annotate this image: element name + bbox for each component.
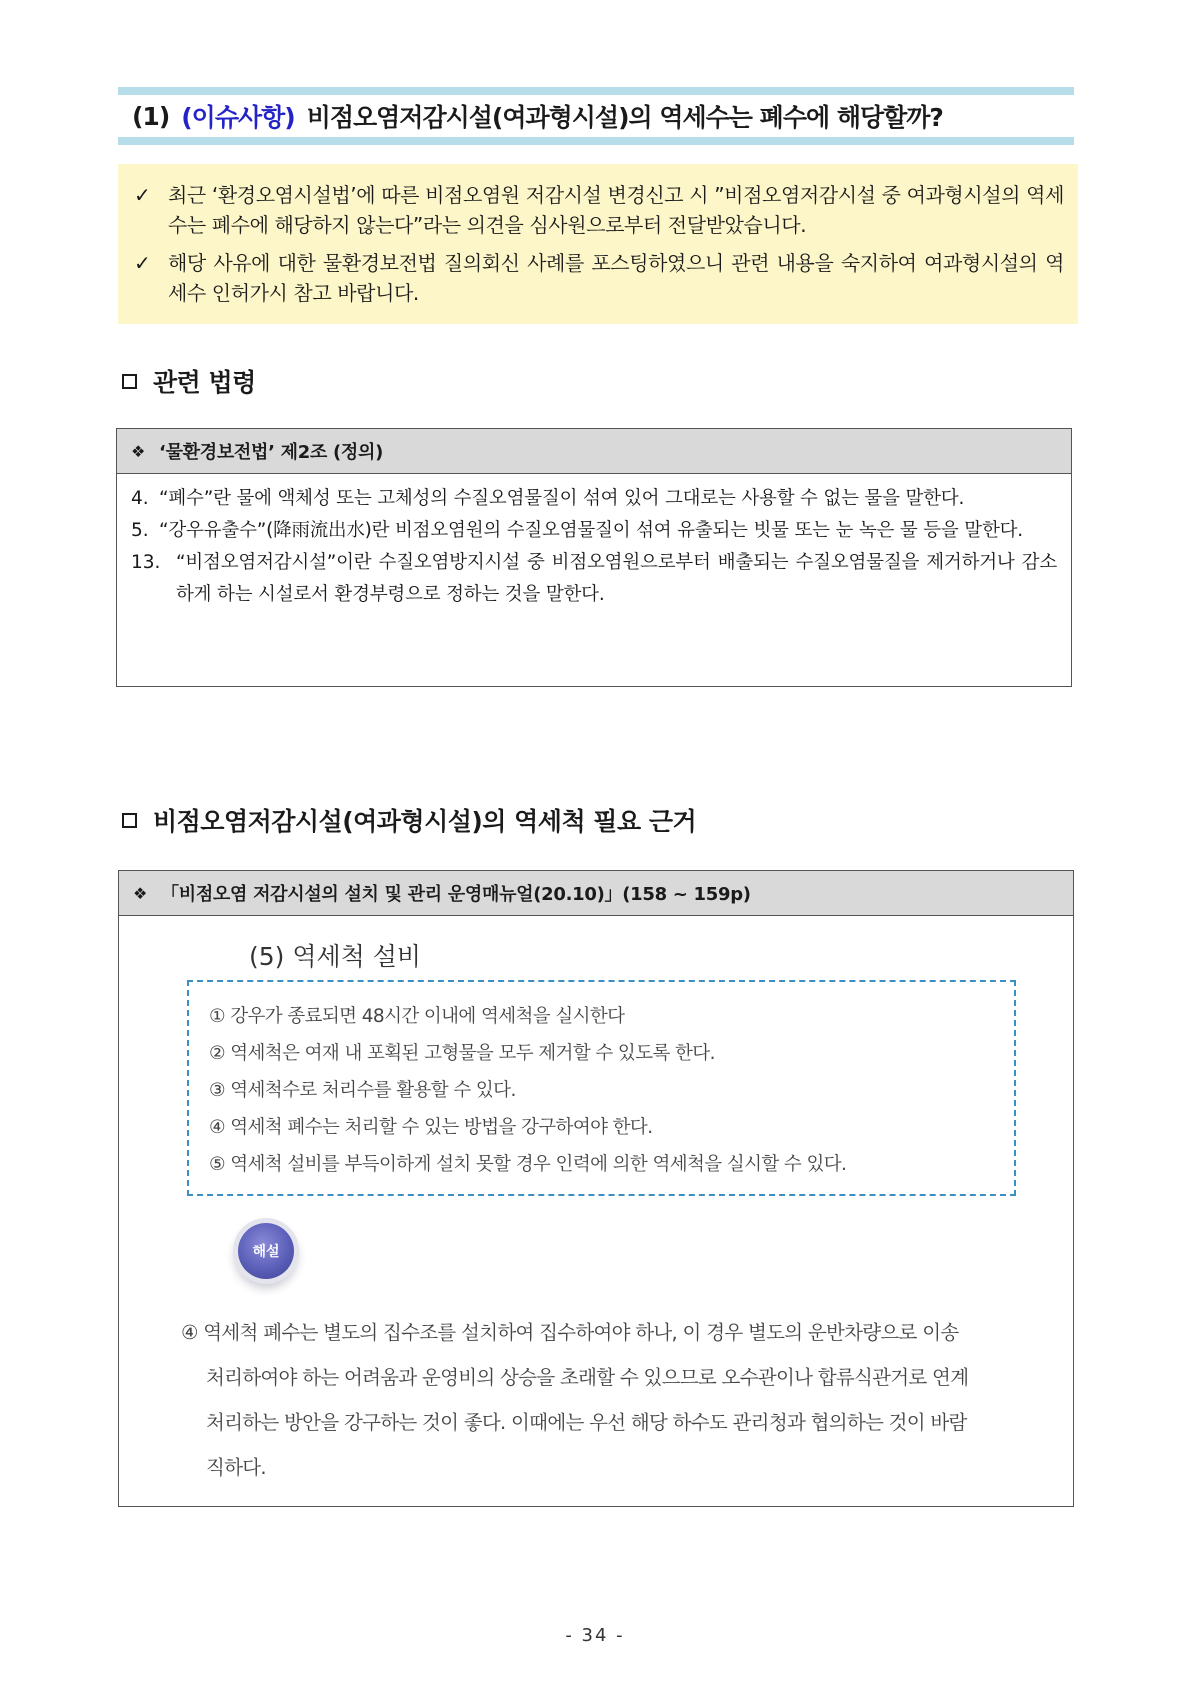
- manual-box-header: [119, 871, 1073, 916]
- section-heading-related-law: [122, 363, 256, 399]
- law-excerpt-box: [116, 428, 1072, 687]
- manual-rule: ③ 역세척수로 처리수를 활용할 수 있다.: [209, 1080, 516, 1101]
- law-item-text: “강우유출수”(降雨流出水)란 비점오염원의 수질오염물질이 섞여 유출되는 빗물 또는 눈 녹은 물 등을 말한다.: [159, 520, 1023, 541]
- law-definition-item: [131, 547, 1057, 611]
- law-item-number: 4.: [131, 488, 149, 509]
- commentary-badge-icon: 해설: [238, 1223, 294, 1279]
- notice-text: 해당 사유에 대한 물환경보전법 질의회신 사례를 포스팅하였으니 관련 내용을 숙지하여 여과형시설의 역세수 인허가시 참고 바랍니다.: [168, 251, 1064, 305]
- check-icon: ✓: [134, 183, 151, 207]
- commentary-line: ④ 역세척 폐수는 별도의 집수조를 설치하여 집수하여야 하나, 이 경우 별도의 운반차량으로 이송: [181, 1321, 959, 1344]
- law-definition-item: [131, 515, 1057, 547]
- manual-commentary: [181, 1310, 1041, 1490]
- manual-box-title: 「비점오염 저감시설의 설치 및 관리 운영매뉴얼(20.10)」(158 ~ 159p): [161, 884, 751, 905]
- manual-page-image: [119, 915, 1072, 1505]
- checkbox-square-icon: [122, 813, 137, 828]
- law-definition-item: [131, 483, 1057, 515]
- notice-item: [132, 248, 1064, 308]
- title-tag: (이슈사항): [181, 103, 295, 132]
- section-heading-backwash-basis: [122, 802, 696, 838]
- commentary-line: 처리하는 방안을 강구하는 것이 좋다. 이때에는 우선 해당 하수도 관리청과 협의하는 것이 바람: [206, 1411, 967, 1434]
- law-box-title: ‘물환경보전법’ 제2조 (정의): [159, 442, 384, 463]
- issue-title-banner: [118, 87, 1074, 145]
- commentary-line: 처리하여야 하는 어려움과 운영비의 상승을 초래할 수 있으므로 오수관이나 합류식관거로 연계: [206, 1366, 969, 1389]
- law-item-text: “폐수”란 물에 액체성 또는 고체성의 수질오염물질이 섞여 있어 그대로는 사용할 수 없는 물을 말한다.: [159, 488, 965, 509]
- page-number: - 34 -: [565, 1625, 625, 1646]
- manual-rule: ④ 역세척 폐수는 처리할 수 있는 방법을 강구하여야 한다.: [209, 1117, 653, 1138]
- law-item-number: 5.: [131, 520, 149, 541]
- title-number: (1): [132, 101, 170, 131]
- law-item-number: 13.: [131, 552, 161, 573]
- manual-subtitle: (5) 역세척 설비: [249, 942, 422, 971]
- manual-rule: ⑤ 역세척 설비를 부득이하게 설치 못할 경우 인력에 의한 역세척을 실시할 수 있다.: [209, 1154, 847, 1175]
- law-item-text: “비점오염저감시설”이란 수질오염방지시설 중 비점오염원으로부터 배출되는 수질오염물질을 제거하거나 감소하게 하는 시설로서 환경부령으로 정하는 것을 말한다.: [176, 552, 1057, 605]
- section-heading-text: 관련 법령: [153, 368, 256, 397]
- manual-rule: ② 역세척은 여재 내 포획된 고형물을 모두 제거할 수 있도록 한다.: [209, 1043, 715, 1064]
- commentary-line: 직하다.: [206, 1456, 266, 1479]
- manual-rules-box: [187, 980, 1016, 1196]
- manual-excerpt-box: [118, 870, 1074, 1507]
- law-box-header: [117, 429, 1071, 474]
- checkbox-square-icon: [122, 374, 137, 389]
- manual-rule: ① 강우가 종료되면 48시간 이내에 역세척을 실시한다: [209, 1006, 625, 1027]
- title-text: 비점오염저감시설(여과형시설)의 역세수는 폐수에 해당할까?: [306, 103, 943, 132]
- notice-text: 최근 ‘환경오염시설법’에 따른 비점오염원 저감시설 변경신고 시 ”비점오염저감시설 중 여과형시설의 역세수는 폐수에 해당하지 않는다”라는 의견을 심사원으로부터 전달받았습니다.: [168, 183, 1064, 237]
- check-icon: ✓: [134, 251, 151, 275]
- law-box-body: [117, 474, 1071, 611]
- notice-box: [118, 164, 1078, 324]
- diamond-bullet-icon: ❖: [133, 883, 148, 903]
- notice-item: [132, 180, 1064, 240]
- section-heading-text: 비점오염저감시설(여과형시설)의 역세척 필요 근거: [153, 807, 697, 836]
- diamond-bullet-icon: ❖: [131, 441, 146, 461]
